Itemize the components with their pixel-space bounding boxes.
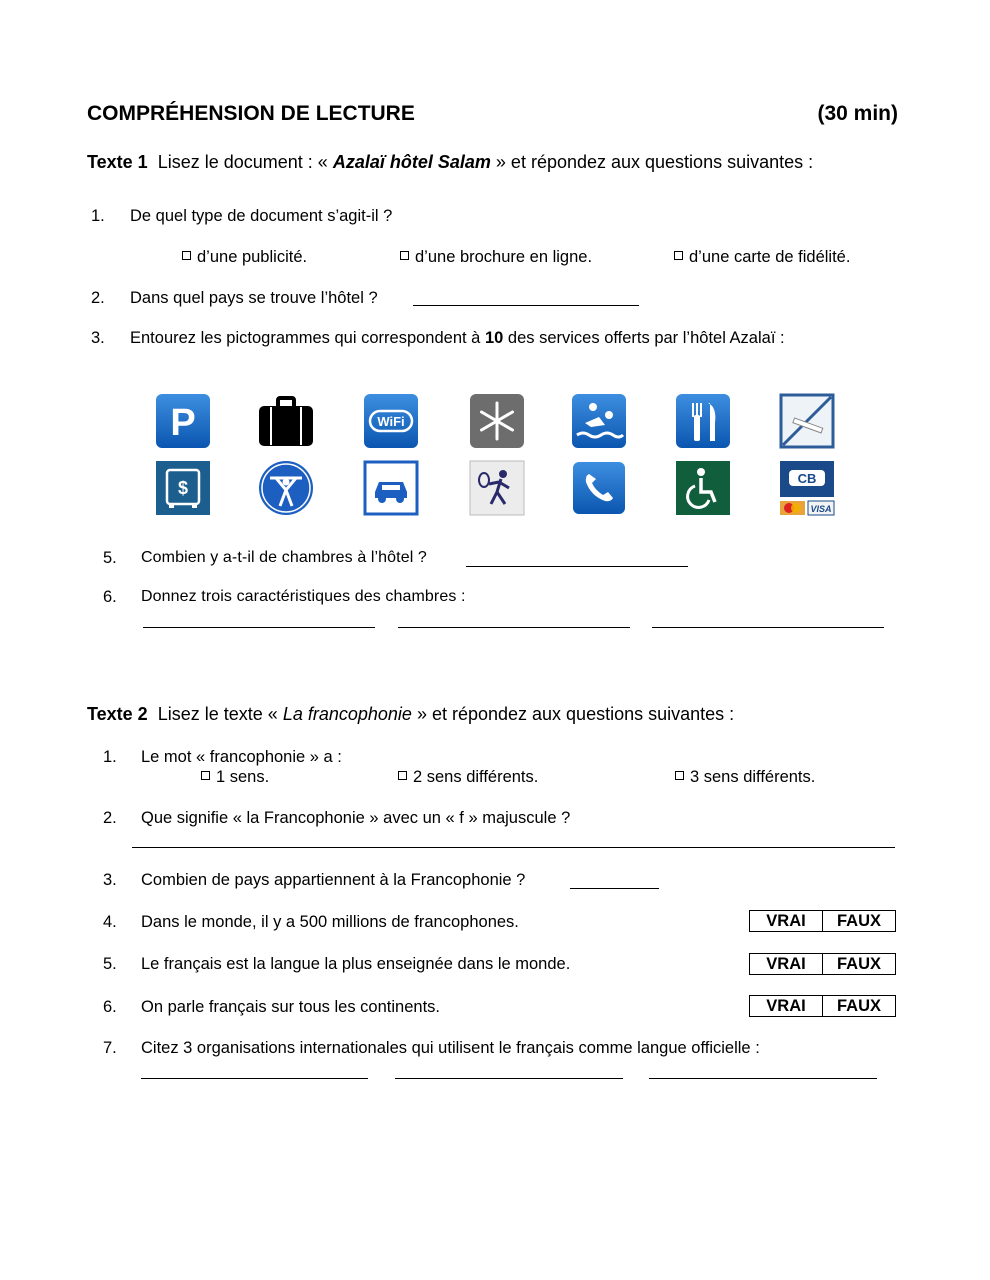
svg-text:CB: CB <box>797 471 817 486</box>
question-text: Citez 3 organisations internationales qui utilisent le français comme langue officielle : <box>141 1039 760 1057</box>
faux-option[interactable]: FAUX <box>836 954 881 973</box>
answer-line[interactable] <box>466 566 688 567</box>
answer-line[interactable] <box>398 627 630 628</box>
checkbox-icon[interactable] <box>674 251 683 260</box>
vrai-option[interactable]: VRAI <box>750 996 823 1016</box>
checkbox-option[interactable]: 3 sens différents. <box>675 768 815 787</box>
svg-text:VISA: VISA <box>810 504 832 514</box>
question-text: On parle français sur tous les continents. <box>141 998 440 1016</box>
answer-line[interactable] <box>143 627 375 628</box>
checkbox-icon[interactable] <box>201 771 210 780</box>
checkbox-option[interactable]: d’une carte de fidélité. <box>674 248 850 267</box>
texte2-intro: Texte 2 Lisez le texte « La francophonie » et répondez aux questions suivantes : <box>87 704 735 724</box>
true-false-box <box>749 995 896 1017</box>
air-conditioning-icon[interactable] <box>469 393 525 449</box>
checkbox-option[interactable]: d’une brochure en ligne. <box>400 248 592 267</box>
answer-line[interactable] <box>570 888 659 889</box>
question-number: 7. <box>103 1039 117 1057</box>
svg-text:P: P <box>170 402 196 444</box>
duration-label: (30 min) <box>817 102 898 125</box>
page-title: COMPRÉHENSION DE LECTURE <box>87 102 415 125</box>
question-number: 2. <box>91 289 105 307</box>
safe-icon[interactable] <box>155 460 211 516</box>
question-number: 2. <box>103 809 117 827</box>
wheelchair-access-icon[interactable] <box>675 460 731 516</box>
question-number: 3. <box>91 329 105 347</box>
answer-line[interactable] <box>652 627 884 628</box>
true-false-box <box>749 910 896 932</box>
faux-option[interactable]: FAUX <box>836 911 881 930</box>
question-number: 3. <box>103 871 117 889</box>
question-text: Le français est la langue la plus enseignée dans le monde. <box>141 955 571 973</box>
checkbox-icon[interactable] <box>398 771 407 780</box>
question-number: 1. <box>91 207 105 225</box>
tennis-icon[interactable] <box>469 460 525 516</box>
svg-text:$: $ <box>177 478 189 498</box>
question-text: Entourez les pictogrammes qui correspondent à 10 des services offerts par l’hôtel Azalaï : <box>130 329 785 347</box>
checkbox-option[interactable]: d’une publicité. <box>182 248 307 267</box>
true-false-box <box>749 953 896 975</box>
vrai-option[interactable]: VRAI <box>750 954 823 974</box>
parking-icon[interactable] <box>155 393 211 449</box>
checkbox-icon[interactable] <box>182 251 191 260</box>
telephone-icon[interactable] <box>571 460 627 516</box>
question-number: 6. <box>103 588 117 606</box>
question-text: Dans quel pays se trouve l’hôtel ? <box>130 289 378 307</box>
luggage-icon[interactable] <box>258 393 314 449</box>
question-text: Donnez trois caractéristiques des chambres : <box>141 588 466 605</box>
restaurant-icon[interactable] <box>675 393 731 449</box>
texte1-label: Texte 1 <box>87 152 148 172</box>
question-text: Combien de pays appartiennent à la Francophonie ? <box>141 871 526 889</box>
fitness-icon[interactable] <box>258 460 314 516</box>
wifi-icon[interactable] <box>363 393 419 449</box>
checkbox-option[interactable]: 2 sens différents. <box>398 768 538 787</box>
texte2-doc-name: La francophonie <box>282 704 412 724</box>
answer-line[interactable] <box>141 1078 368 1079</box>
faux-option[interactable]: FAUX <box>836 996 881 1015</box>
answer-line[interactable] <box>413 305 639 306</box>
question-number: 1. <box>103 748 117 766</box>
question-number: 5. <box>103 549 117 567</box>
question-number: 5. <box>103 955 117 973</box>
texte1-doc-name: Azalaï hôtel Salam <box>332 152 491 172</box>
texte1-intro: Texte 1 Lisez le document : « Azalaï hôtel Salam » et répondez aux questions suivantes : <box>87 152 814 172</box>
svg-text:WiFi: WiFi <box>377 414 405 429</box>
answer-line[interactable] <box>395 1078 623 1079</box>
checkbox-icon[interactable] <box>400 251 409 260</box>
checkbox-option[interactable]: 1 sens. <box>201 768 269 787</box>
question-text: Que signifie « la Francophonie » avec un « f » majuscule ? <box>141 809 571 827</box>
checkbox-icon[interactable] <box>675 771 684 780</box>
question-number: 6. <box>103 998 117 1016</box>
question-text: De quel type de document s’agit-il ? <box>130 207 393 225</box>
question-text: Le mot « francophonie » a : <box>141 748 342 766</box>
answer-line[interactable] <box>132 847 895 848</box>
car-rental-icon[interactable] <box>363 460 419 516</box>
question-number: 4. <box>103 913 117 931</box>
question-text: Combien y a-t-il de chambres à l’hôtel ? <box>141 549 427 566</box>
question-text: Dans le monde, il y a 500 millions de francophones. <box>141 913 519 931</box>
answer-line[interactable] <box>649 1078 877 1079</box>
swimming-pool-icon[interactable] <box>571 393 627 449</box>
credit-card-icon[interactable] <box>779 460 835 516</box>
no-smoking-icon[interactable] <box>779 393 835 449</box>
texte2-label: Texte 2 <box>87 704 148 724</box>
vrai-option[interactable]: VRAI <box>750 911 823 931</box>
